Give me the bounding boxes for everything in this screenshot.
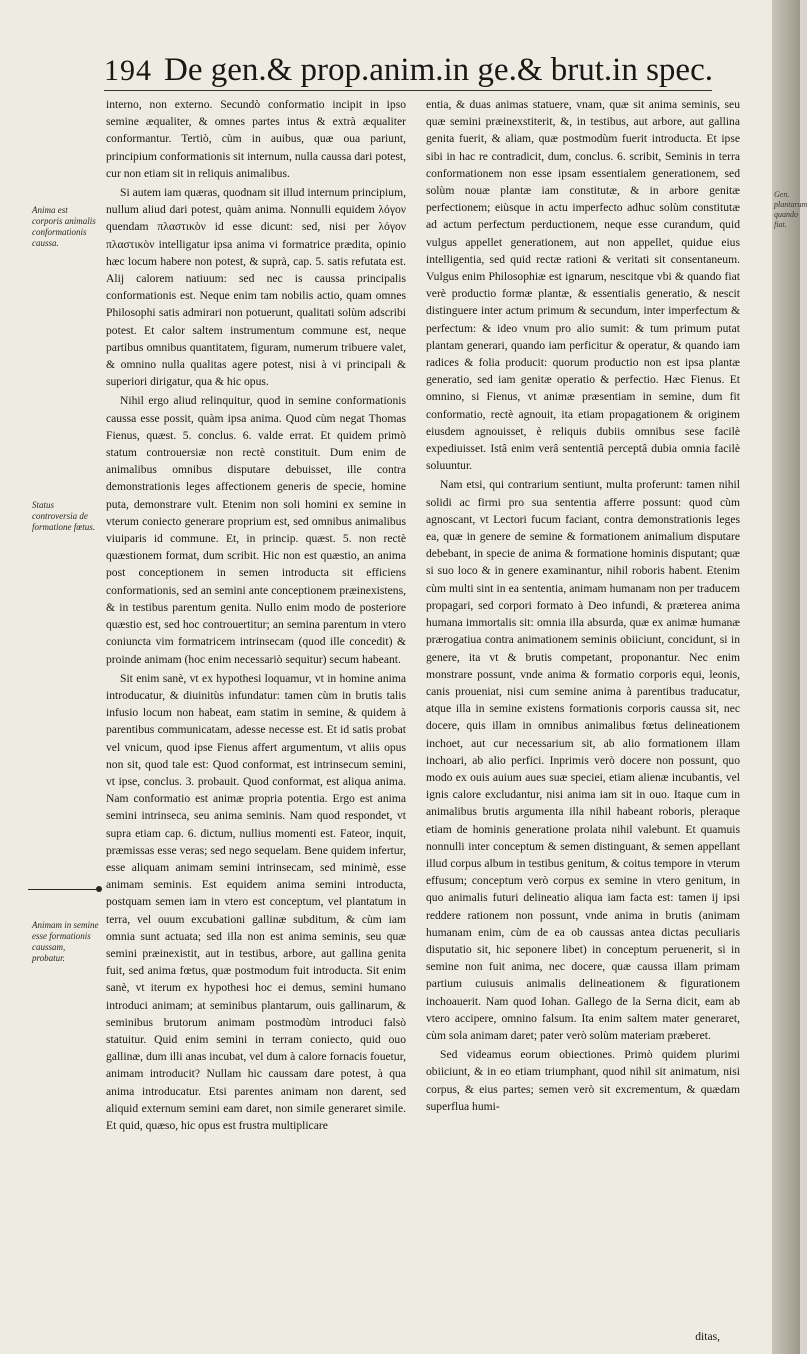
paragraph: Sit enim sanè, vt ex hypothesi loquamur, vt in homine anima introducatur, & diuinitùs infundatur: tamen cùm in brutis talis infusio locum non habeat, eam statim in semine, & quidem à parentibus communicatam, adesse necesse est. Et id satis probat vel vnicum, quod ipse Fienus affert argumentum, vt aliis opus non sit, quod tale est: Quod conformat, est intrinsecum semini, vt ipse, conclus. 3. probauit. Quod conformat, est aliqua anima. Nam conformatio est animæ propria potentia. Ergo est anima semini intrinseca, seu anima seminis. Nam quod respondet, vt supra etiam cap. 6. dictum, nullius momenti est. Fateor, inquit, præmissas esse veras; sed nego sequelam. Bene quidem infertur, esse aliquam animam semini intrinsecam, sed minimè, esse animam seminis. Est equidem anima semini introducta, postquam semen iam in vtero est conceptum, vel plantatum in terra, vel ouum excubationi gallinæ subditum, & cùm iam omnia sunt actuata; sed illa non est anima seminis, seu quæ semini præinexistit, aut in testibus, arbore, aut gallina genita fuit, sed anima fœtus, quæ postmodum fuit introducta. Sit enim sanè, vt iterum ex hypothesi hoc ei demus, semini humano introduci animam; at seminibus plantarum, ouis gallinarum, & seminibus brutorum animam postmodùm introduci falsò statuitur. Quid enim semini in terram coniecto, quid ouo gallinæ, dum illi anas incubat, vel dum à calore fornacis fouetur, animam introducit? Nullam hic caussam dare potest, à qua anima introducatur. Etsi parentes animam non darent, sed aliquid externum semini eam daret, non simile generaret simile. Et quid, quæso, hic opus est frustra multiplicare — [106, 671, 406, 1132]
margin-pointer-dot — [96, 886, 102, 892]
paragraph: entia, & duas animas statuere, vnam, quæ sit anima seminis, seu quæ semini præinexstiterit, &, in testibus, aut arbore, aut gallina genita fuerit, & aliam, quæ postmodùm fuerit introducta. Et ipse sibi in hac re contradicit, dum, conclus. 6. scribit, Seminis in terra conformationem non esse ipsam essentialem generationem, sed solùm nouæ plantæ iam constitutæ, & in arbore genitæ perfectionem; eiùsque in actu imperfecto adhuc solùm constitutæ ad actum perfectum perductionem, neque esse curandum, quid vulgus appellet generationem, aut non appellet, quidue eius intelligentia, sed quid rectæ rationi & veritati sit consentaneum. Vulgus enim Philosophiæ est ignarum, nescitque vbi & quando fiat verè productio formæ plantæ, & essentialis generatio, & nescit distinguere inter actum primum & secundum, inter imperfectum & perfectum: & ideo vnum pro alio sumit: & tum primum putat plantam generari, quando iam perficitur & operatur, & quando iam radices & folia producit: quorum productio non est ipsa plantæ generatio, sed iam genitæ operatio & perfectio. Hæc Fienus. Et omnino, si Fienus, vt animæ præsentiam in semine, dum fit conformatio, rectè agnouit, ita etiam propagationem & originem eiusdem agnouisset, è reliquis dubiis omnibus sese facilè expediuisset. Istâ enim verâ sententiâ perceptâ dubia omnia facilè soluuntur. — [426, 98, 740, 473]
paragraph: interno, non externo. Secundò conformatio incipit in ipso semine æqualiter, & omnes partes intus & extrà æqualiter conformantur. Tertiò, cùm in auibus, quæ oua pariunt, principium conformationis sit internum, nulla caussa dari potest, cur non etiam sit in reliquis animalibus. — [106, 98, 406, 180]
head-rule — [104, 90, 712, 91]
page-title: De gen.& prop.anim.in ge.& brut.in spec. — [164, 52, 713, 88]
running-head — [104, 52, 764, 89]
page-number: 194 — [104, 54, 152, 87]
right-column — [426, 96, 740, 1115]
margin-pointer-line — [28, 889, 96, 890]
margin-note-anima: Anima est corporis animalis conformationis caussa. — [32, 205, 96, 248]
margin-note-status: Status controversia de formatione fœtus. — [32, 500, 96, 532]
paragraph: Sed videamus eorum obiectiones. Primò quidem plurimi obiiciunt, & in eo etiam triumphant, quod nihil sit animatum, nisi corpus, & eius partes; semen verò sit excrementum, & quædam superflua humi- — [426, 1048, 740, 1113]
margin-note-probatur: Animam in semine esse formationis caussam, probatur. — [32, 920, 99, 963]
catchword: ditas, — [695, 1330, 720, 1343]
paragraph: Nam etsi, qui contrarium sentiunt, multa proferunt: tamen nihil solidi ac firmi pro sua sententia afferre possunt: quod cùm agnoscant, vt Lectori fucum faciant, contra demonstrationis leges ea, quæ in genere de semine & formationem animalium disputare debebant, in specie de anima & formatione hominis disputant; quæ si suo loco & in genere examinantur, nihil roboris habent. Etenim cùm multi sint in ea sententia, animam humanam non per traducem propagari, sed corpori formato à Deo infundi, & præterea anima humana immortalis sit: omnia illa absurda, quæ ex animæ humanæ prærogatiua contra animationem seminis obiiciunt, concidunt, si in genere, ita vt & brutis competant, proponantur. Nec enim monstrare possunt, vnde anima & formatio corporis equi, leonis, canis proueniat, nisi cum semine anima à parentibus traducatur, atque illa in semine existens formationis corporis caussa sit, nec docere, quis illam in omnibus animalibus fœtus delineationem inchoet, aut cur necessarium sit, ab alio formationem illam inchoari, ab alio perfici. Inprimis verò docere non possunt, quo modo ex ouis auium aues suæ speciei, etiam alienæ incubantis, vel ignis calore excludantur, nisi anima iam sit in ouo. Itaque cum in animalibus brutis argumenta illa nihil habeant roboris, pleraque etiam de hominis generatione prolata nihil valebunt. Et quamuis nonnulli inter conceptum & semen distinguant, & semen appellant illud corpus album in testibus genitum, & coitus tempore in vterum effusum; conceptum verò corpus ex semine in vtero genitum, in quo animalis futuri delineatio aliqua iam facta est: tamen ij ipsi reddere rationem non possunt, vnde anima in brutis (animam humanam enim, cùm de ea ob caussas antea dictas peculiaris disputatio sit, hic seponere libet) in conceptum peruenerit, si in semine non fuit anima, nec docere, quæ caussa illam primam partium cuiusuis animalis delineationem & figurationem inchoauerit. Nam quod Iohan. Gallego de la Serna dicit, eam ab vtero accipere, omnino falsum. Ita enim saltem mater generaret, cùm sola animam daret; pater verò solùm materiam præberet. — [426, 478, 740, 1042]
paragraph: Si autem iam quæras, quodnam sit illud internum principium, nullum aliud dari potest, quàm anima. Nonnulli equidem λόγον quendam πλαστικὸν id esse dicunt: sed, nisi per λόγον πλαστικὸν intelligatur ipsa anima vi formatrice prædita, opinio hæc locum habere non potest, & suprà, cap. 5. satis refutata est. Alij calorem natiuum: sed nec is caussa principalis conformationis est. Neque enim tam nobilis actio, quam omnes Philosophi satis admirari non potuerunt, qualitati solùm adscribi potest. Et calor saltem instrumentum commune est, neque partibus omnibus quantitatem, figuram, numerum tribuere valet, & omnino nulla qualitas agere potest, nisi à vi principali & superiori dirigatur, qua & hic opus. — [106, 186, 406, 389]
edge-gloss: Gen. plantarum quando fiat. — [774, 190, 807, 229]
left-column — [106, 96, 406, 1134]
paragraph: Nihil ergo aliud relinquitur, quod in semine conformationis caussa esse possit, quàm ipsa anima. Quod cùm negat Thomas Fienus, quæst. 5. conclus. 6. valde errat. Et quidem primò statum controuersiæ non rectè constituit. Dum enim de animalibus omnibus disputare debuisset, ille contra demonstrationis leges affectionem generis de specie, homine puta, demonstrare vult. Etenim non soli homini ex semine in vterum coniecto generare proprium est, sed omnibus animalibus viuiparis id commune. Et, in princip. quæst. 5. non rectè quæstionem format, dum scribit. Hic non est quæstio, an anima post conceptionem in semen introducta sit efficiens conformationis, sed an semini ante conceptionem præinexistens, & in testibus parentum genita. Nullo enim modo de posteriore quæstio est, sed hoc controuertitur; an semina parentum in vtero coniuncta vim formatricem intrinsecam (quod ille concedit) & proinde animam (hoc enim necessariò sequitur) secum habeant. — [106, 394, 406, 666]
adjacent-page-edge — [772, 0, 807, 1354]
